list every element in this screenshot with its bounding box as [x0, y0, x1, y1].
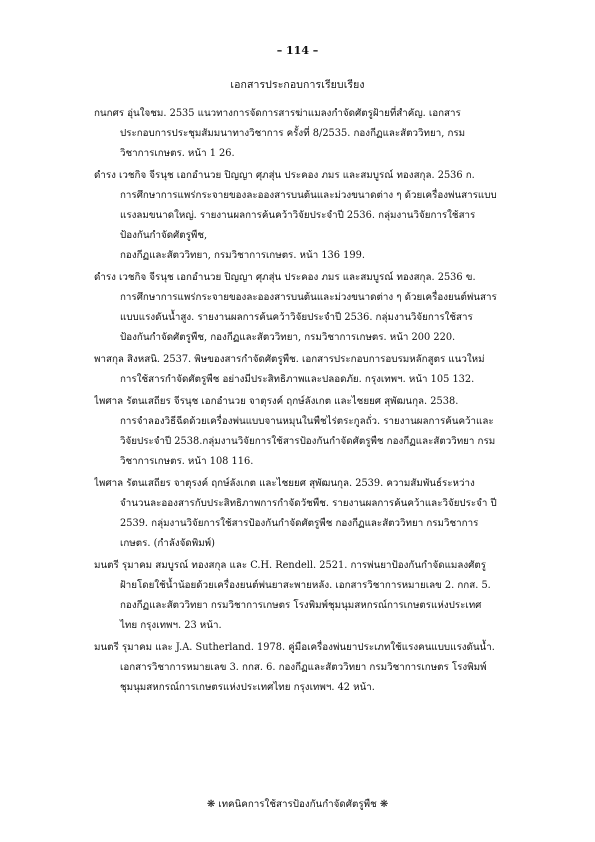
- reference-line: วิชาการเกษตร. หน้า 1 26.: [120, 148, 235, 159]
- reference-line: การใช้สารกำจัดศัตรูพืช อย่างมีประสิทธิภาพและปลอดภัย. กรุงเทพฯ. หน้า 105 132.: [120, 374, 475, 385]
- reference-line: ชุมนุมสหกรณ์การเกษตรแห่งประเทศไทย กรุงเทพฯ. 42 หน้า.: [120, 682, 375, 693]
- reference-entry: [94, 166, 534, 266]
- reference-line: วิจัยประจำปี 2538.กลุ่มงานวิจัยการใช้สารป้องกันกำจัดศัตรูพืช กองกีฏและสัตววิทยา กรม: [120, 436, 496, 447]
- reference-entry: [94, 268, 534, 348]
- page-heading: เอกสารประกอบการเรียบเรียง: [230, 79, 365, 91]
- reference-line: กองกีฏและสัตววิทยา, กรมวิชาการเกษตร. หน้า 136 199.: [120, 250, 365, 261]
- reference-line: 2539. กลุ่มงานวิจัยการใช้สารป้องกันกำจัดศัตรูพืช กองกีฏและสัตววิทยา กรมวิชาการ: [120, 518, 479, 529]
- reference-list: [94, 104, 534, 700]
- reference-line: มนตรี รุมาคม สมบูรณ์ ทองสกุล และ C.H. Rendell. 2521. การพ่นยาป้องกันกำจัดแมลงศัตรู: [94, 560, 486, 571]
- reference-line: ฝ้ายโดยใช้น้ำน้อยด้วยเครื่องยนต์พ่นยาสะพายหลัง. เอกสารวิชาการหมายเลข 2. กกส. 5.: [120, 580, 491, 591]
- reference-line: ไพศาล รัตนเสถียร จาตุรงค์ ฤกษ์ลังเกต และไชยยศ สุพัฒนกุล. 2539. ความสัมพันธ์ระหว่าง: [94, 478, 475, 489]
- reference-line: ดำรง เวชกิจ จีรนุช เอกอำนวย ปิญญา ศุภสุ่น ประคอง ภมร และสมบูรณ์ ทองสกุล. 2536 ก.: [94, 170, 475, 181]
- reference-line: ประกอบการประชุมสัมมนาทางวิชาการ ครั้งที่ 8/2535. กองกีฏและสัตววิทยา, กรม: [120, 128, 466, 139]
- reference-entry: [94, 638, 534, 698]
- reference-line: การจำลองวิธีฉีดด้วยเครื่องพ่นแบบจานหมุนในพืชไร่ตระกูลถั่ว. รายงานผลการค้นคว้าและ: [120, 416, 494, 427]
- reference-entry: [94, 556, 534, 636]
- reference-line: วิชาการเกษตร. หน้า 108 116.: [120, 456, 254, 467]
- reference-line: การศึกษาการแพร่กระจายของละอองสารบนต้นและม่วงขนาดต่าง ๆ ด้วยเครื่องพ่นสารแบบ: [120, 190, 497, 201]
- reference-line: ดำรง เวชกิจ จีรนุช เอกอำนวย ปิญญา ศุภสุ่น ประคอง ภมร และสมบูรณ์ ทองสกุล. 2536 ข.: [94, 272, 476, 283]
- reference-line: ไพศาล รัตนเสถียร จีรนุช เอกอำนวย จาตุรงค์ ฤกษ์ลังเกต และไชยยศ สุพัฒนกุล. 2538.: [94, 396, 459, 407]
- reference-line: แบบแรงดันน้ำสูง. รายงานผลการค้นคว้าวิจัยประจำปี 2536. กลุ่มงานวิจัยการใช้สาร: [120, 312, 473, 323]
- reference-line: พาสกุล สิงหสนิ. 2537. พิษของสารกำจัดศัตรูพืช. เอกสารประกอบการอบรมหลักสูตร แนวใหม่: [94, 354, 485, 365]
- reference-line: การศึกษาการแพร่กระจายของละอองสารบนต้นและม่วงขนาดต่าง ๆ ด้วยเครื่องยนต์พ่นสาร: [120, 292, 497, 303]
- reference-line: กนกศร อุ่นใจชม. 2535 แนวทางการจัดการสารฆ่าแมลงกำจัดศัตรูฝ้ายที่สำคัญ. เอกสาร: [94, 108, 461, 119]
- reference-line: เอกสารวิชาการหมายเลข 3. กกส. 6. กองกีฏและสัตววิทยา กรมวิชาการเกษตร โรงพิมพ์: [120, 662, 487, 673]
- reference-line: ไทย กรุงเทพฯ. 23 หน้า.: [120, 620, 222, 631]
- reference-line: ป้องกันกำจัดศัตรูพืช,: [120, 230, 208, 241]
- reference-line: เกษตร. (กำลังจัดพิมพ์): [120, 538, 215, 549]
- reference-entry: [94, 392, 534, 472]
- reference-line: มนตรี รุมาคม และ J.A. Sutherland. 1978. คู่มือเครื่องพ่นยาประเภทใช้แรงคนแบบแรงดันน้ำ.: [94, 642, 495, 653]
- reference-entry: [94, 350, 534, 390]
- reference-line: กองกีฏและสัตววิทยา กรมวิชาการเกษตร โรงพิมพ์ชุมนุมสหกรณ์การเกษตรแห่งประเทศ: [120, 600, 482, 611]
- reference-line: จำนวนละอองสารกับประสิทธิภาพการกำจัดวัชพืช. รายงานผลการค้นคว้าและวิจัยประจำ ปี: [120, 498, 497, 509]
- reference-entry: [94, 474, 534, 554]
- reference-line: แรงลมขนาดใหญ่. รายงานผลการค้นคว้าวิจัยประจำปี 2536. กลุ่มงานวิจัยการใช้สาร: [120, 210, 476, 221]
- page-footer: ❋ เทคนิคการใช้สารป้องกันกำจัดศัตรูพืช ❋: [206, 799, 389, 810]
- reference-line: ป้องกันกำจัดศัตรูพืช, กองกีฏและสัตววิทยา, กรมวิชาการเกษตร. หน้า 200 220.: [120, 332, 456, 343]
- reference-entry: [94, 104, 534, 164]
- page-number: – 114 –: [276, 44, 319, 57]
